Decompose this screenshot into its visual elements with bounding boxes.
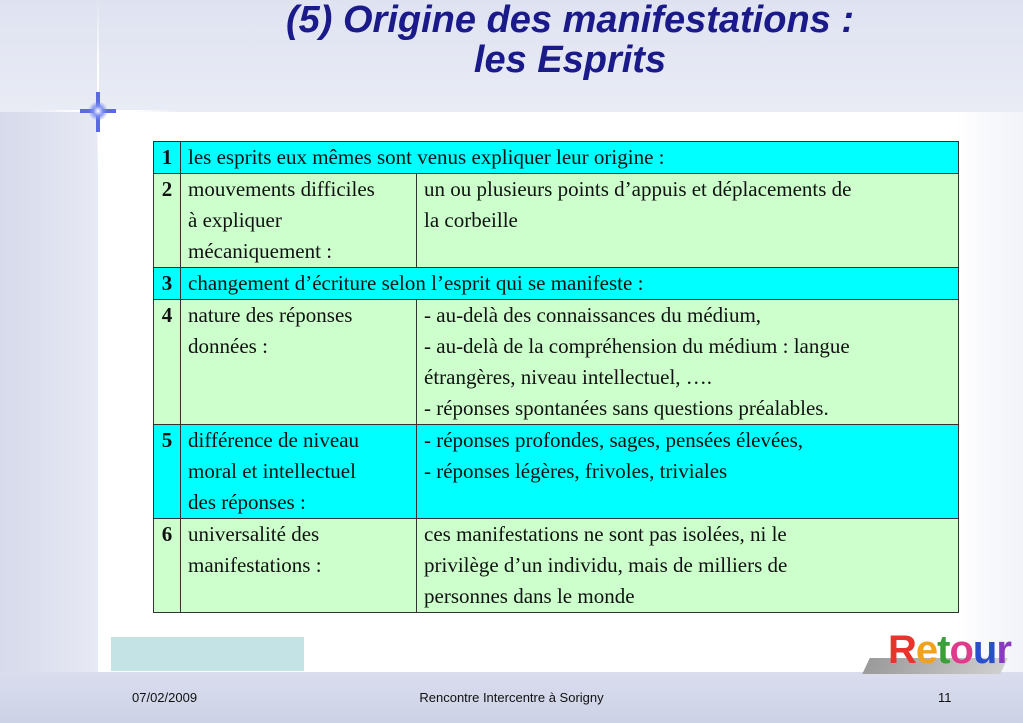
retour-letter: t [937,628,950,672]
row-detail-line: personnes dans le monde [424,584,635,608]
table-row [154,425,959,519]
retour-button[interactable] [866,628,1011,677]
row-detail-line: privilège d’un individu, mais de milliers de [424,553,788,577]
row-detail [417,300,959,425]
retour-letter: R [888,628,916,672]
table-row [154,174,959,268]
row-label [181,425,417,519]
row-label-line: mécaniquement : [188,239,333,263]
decorative-star-glow [88,101,108,121]
row-label-line: différence de niveau [188,428,360,452]
decorative-cross-vertical [97,0,99,170]
slide-title-line-1: (5) Origine des manifestations : [286,0,854,41]
slide-right-fade [955,112,1023,672]
slide-left-band [0,112,98,672]
row-detail [417,425,959,519]
row-detail-line: ces manifestations ne sont pas isolées, ni le [424,522,787,546]
row-number: 4 [154,300,181,425]
table-row [154,519,959,613]
row-number: 3 [154,268,181,300]
row-label-line: données : [188,334,268,358]
retour-label[interactable] [888,628,1011,673]
footer-date: 07/02/2009 [132,690,198,705]
table-row [154,300,959,425]
row-detail [417,174,959,268]
footer-page-number: 11 [938,690,952,705]
row-detail-line: un ou plusieurs points d’appuis et déplacements de [424,177,852,201]
row-number: 2 [154,174,181,268]
row-detail-line: la corbeille [424,208,518,232]
row-detail-line: - réponses profondes, sages, pensées élevées, [424,428,804,452]
row-label-line: universalité des [188,522,320,546]
row-detail-line: - réponses légères, frivoles, triviales [424,459,728,483]
row-detail-line: - au-delà de la compréhension du médium : langue [424,334,850,358]
row-number: 6 [154,519,181,613]
row-number: 1 [154,142,181,174]
slide-title-line-2: les Esprits [473,39,667,81]
row-label-line: manifestations : [188,553,322,577]
row-label-line: mouvements difficiles [188,177,375,201]
row-label-line: nature des réponses [188,303,353,327]
row-label-line: moral et intellectuel [188,459,356,483]
row-label [181,300,417,425]
retour-letter: e [915,628,938,672]
retour-letter: r [996,628,1011,672]
retour-letter: u [972,628,997,672]
row-label-line: des réponses : [188,490,306,514]
table-row [154,142,959,174]
row-detail [417,519,959,613]
slide-title [120,0,1020,80]
retour-letter: o [949,628,973,672]
row-label-line: à expliquer [188,208,282,232]
row-number: 5 [154,425,181,519]
row-label [181,174,417,268]
row-detail-line: - au-delà des connaissances du médium, [424,303,762,327]
row-detail-line: étrangères, niveau intellectuel, …. [424,365,713,389]
decorative-box [111,637,304,671]
row-text: les esprits eux mêmes sont venus expliquer leur origine : [181,142,959,174]
row-label [181,519,417,613]
manifestations-table [153,141,959,613]
footer-event: Rencontre Intercentre à Sorigny [419,690,604,705]
row-text: changement d’écriture selon l’esprit qui se manifeste : [181,268,959,300]
table-row [154,268,959,300]
row-detail-line: - réponses spontanées sans questions préalables. [424,396,829,420]
